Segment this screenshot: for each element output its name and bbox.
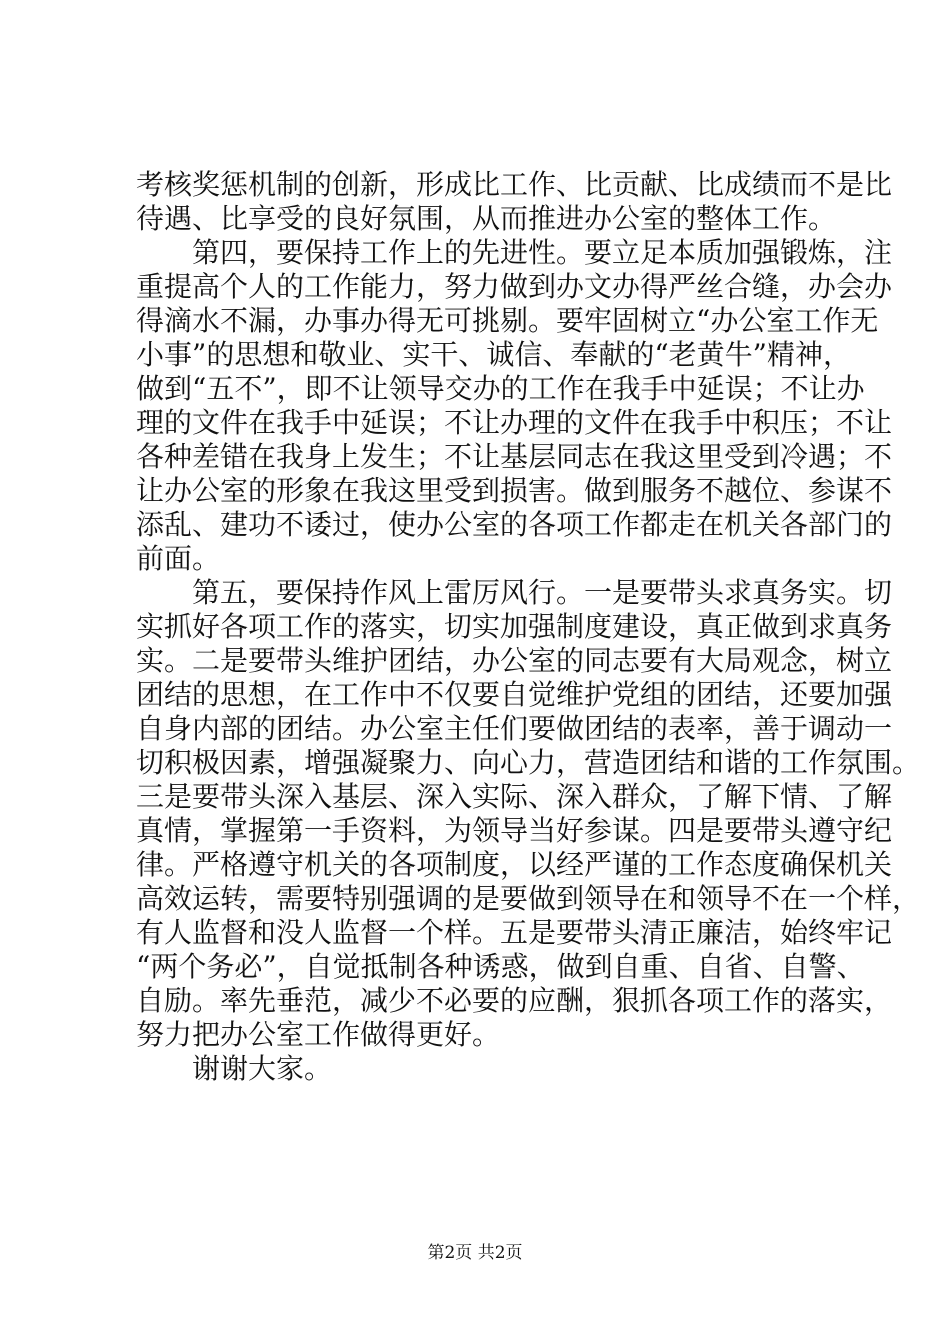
text-line: 做到“五不”，即不让领导交办的工作在我手中延误；不让办 — [136, 372, 865, 405]
text-line: 让办公室的形象在我这里受到损害。做到服务不越位、参谋不 — [136, 474, 893, 507]
text-line: 理的文件在我手中延误；不让办理的文件在我手中积压；不让 — [136, 406, 893, 439]
text-line: 高效运转，需要特别强调的是要做到领导在和领导不在一个样， — [136, 882, 921, 915]
text-line: 小事”的思想和敬业、实干、诚信、奉献的“老黄牛”精神， — [136, 338, 851, 371]
text-line: 律。严格遵守机关的各项制度，以经严谨的工作态度确保机关 — [136, 848, 893, 881]
text-line: 实抓好各项工作的落实，切实加强制度建设，真正做到求真务 — [136, 610, 893, 643]
text-line: 自身内部的团结。办公室主任们要做团结的表率，善于调动一 — [136, 712, 893, 745]
text-line: 三是要带头深入基层、深入实际、深入群众，了解下情、了解 — [136, 780, 893, 813]
text-line: 第五，要保持作风上雷厉风行。一是要带头求真务实。切 — [136, 576, 893, 609]
text-line: 各种差错在我身上发生；不让基层同志在我这里受到冷遇；不 — [136, 440, 893, 473]
text-line: 待遇、比享受的良好氛围，从而推进办公室的整体工作。 — [136, 202, 837, 235]
page-footer: 第2页 共2页 — [427, 1243, 523, 1263]
text-line: 有人监督和没人监督一个样。五是要带头清正廉洁，始终牢记 — [136, 916, 893, 949]
text-line: 前面。 — [136, 542, 221, 575]
text-line: 考核奖惩机制的创新，形成比工作、比贡献、比成绩而不是比 — [136, 168, 893, 201]
text-line: 努力把办公室工作做得更好。 — [136, 1018, 501, 1051]
text-line: 自励。率先垂范，减少不必要的应酬，狠抓各项工作的落实， — [136, 984, 893, 1017]
text-line: 实。二是要带头维护团结，办公室的同志要有大局观念，树立 — [136, 644, 893, 677]
text-line: 重提高个人的工作能力，努力做到办文办得严丝合缝，办会办 — [136, 270, 893, 303]
text-line: 真情，掌握第一手资料，为领导当好参谋。四是要带头遵守纪 — [136, 814, 893, 847]
text-line: “两个务必”，自觉抵制各种诱惑，做到自重、自省、自警、 — [136, 950, 865, 983]
text-line: 团结的思想，在工作中不仅要自觉维护党组的团结，还要加强 — [136, 678, 893, 711]
text-line: 得滴水不漏，办事办得无可挑剔。要牢固树立“办公室工作无 — [136, 304, 879, 337]
text-line: 谢谢大家。 — [136, 1052, 333, 1085]
text-line: 切积极因素，增强凝聚力、向心力，营造团结和谐的工作氛围。 — [136, 746, 921, 779]
text-line: 添乱、建功不诿过，使办公室的各项工作都走在机关各部门的 — [136, 508, 893, 541]
text-line: 第四，要保持工作上的先进性。要立足本质加强锻炼，注 — [136, 236, 893, 269]
document-body — [136, 168, 921, 1086]
